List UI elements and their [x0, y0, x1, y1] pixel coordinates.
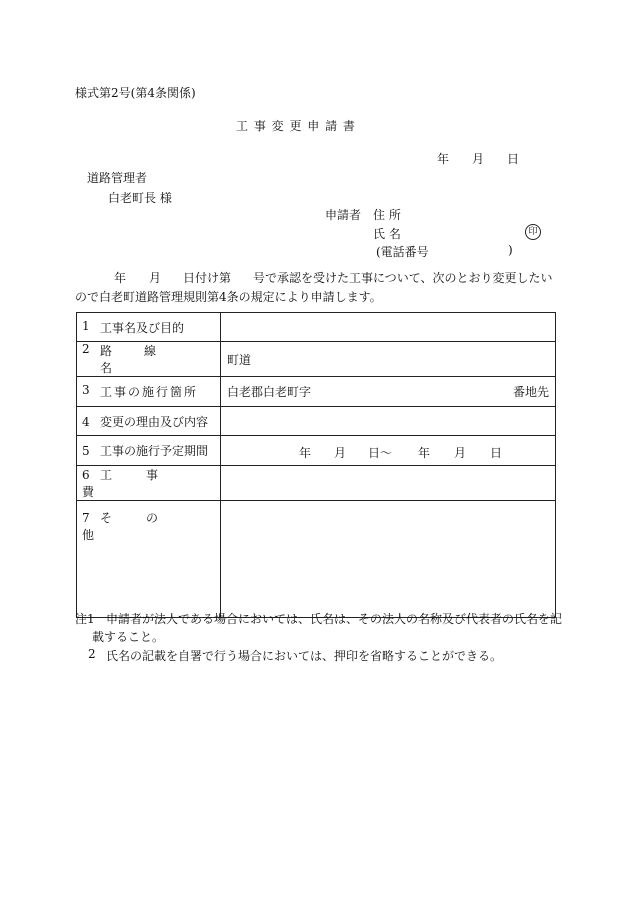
applicant-label: 申請者: [325, 208, 362, 222]
period-fields: 年 月 日〜 年 月 日: [299, 445, 503, 460]
table-row: [77, 342, 556, 377]
name-label: 氏 名: [373, 227, 401, 241]
body-text-2: ので白老町道路管理規則第4条の規定により申請します。: [75, 290, 382, 304]
row-value-route[interactable]: 町道: [221, 342, 556, 377]
form-number: 様式第2号(第4条関係): [75, 86, 196, 100]
table-row: [77, 377, 556, 407]
seal-icon: 印: [525, 224, 541, 240]
row-value-location[interactable]: [221, 377, 556, 407]
row-value-period[interactable]: [221, 436, 556, 466]
body-month: 月: [149, 271, 162, 285]
location-suffix: 番地先: [512, 385, 549, 399]
note-prefix: 注1: [75, 612, 95, 626]
note-1-line-1: 申請者が法人である場合においては、氏名は、その法人の名称及び代表者の氏名を記: [106, 612, 563, 626]
row-label-purpose: 1 工事名及び目的: [77, 313, 221, 342]
location-prefix: 白老郡白老町字: [227, 385, 312, 399]
phone-close: ): [508, 243, 513, 257]
table-row: [77, 436, 556, 466]
note-2-number: 2: [88, 647, 96, 661]
addressee-title: 道路管理者: [87, 171, 148, 185]
date-month: 月: [471, 152, 484, 166]
body-text-1: 号で承認を受けた工事について、次のとおり変更したい: [253, 271, 553, 285]
application-table: [76, 312, 556, 618]
row-value-purpose[interactable]: [221, 313, 556, 342]
row-label-reason: 4 変更の理由及び内容: [77, 407, 221, 436]
row-label-other: 7 その他: [77, 501, 221, 618]
seal-mark: [525, 223, 541, 240]
row-label-cost: 6 工事費: [77, 466, 221, 501]
addressee-name: 白老町長 様: [108, 191, 172, 205]
note-1-line-2: 載すること。: [92, 630, 165, 644]
address-label: 住 所: [373, 208, 401, 222]
date-line: [437, 150, 519, 167]
date-year: 年: [437, 152, 450, 166]
table-row: [77, 313, 556, 342]
date-day: 日: [506, 152, 519, 166]
phone-open: (電話番号: [376, 245, 429, 259]
row-value-reason[interactable]: [221, 407, 556, 436]
body-year: 年: [114, 271, 127, 285]
table-row: [77, 501, 556, 618]
table-row: [77, 407, 556, 436]
row-label-location: 3 工事の施行箇所: [77, 377, 221, 407]
document-title: 工 事 変 更 申 請 書: [236, 119, 356, 133]
table-row: [77, 466, 556, 501]
row-value-other[interactable]: [221, 501, 556, 618]
row-value-cost[interactable]: [221, 466, 556, 501]
body-date-number: 日付け第: [183, 271, 232, 285]
note-2-text: 氏名の記載を自署で行う場合においては、押印を省略することができる。: [106, 649, 503, 663]
row-label-period: 5 工事の施行予定期間: [77, 436, 221, 466]
row-label-route: 2 路線名: [77, 342, 221, 377]
